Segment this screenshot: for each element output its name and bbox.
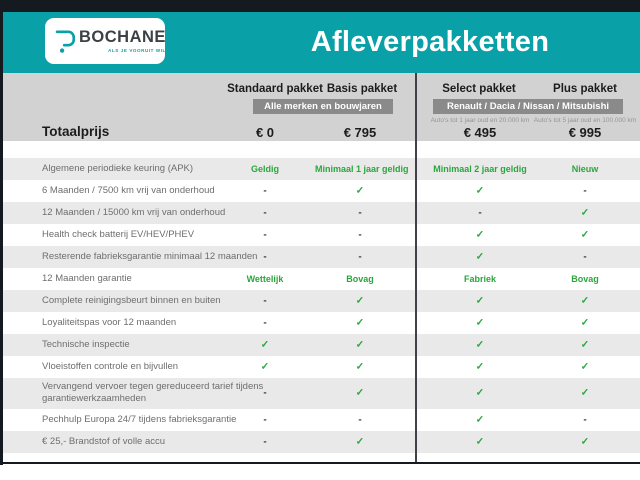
table-row — [0, 378, 640, 409]
header-band — [0, 12, 640, 73]
feature-value: - — [478, 207, 482, 219]
feature-rows — [0, 158, 640, 453]
feature-value: - — [583, 251, 587, 263]
feature-value: ✓ — [260, 339, 270, 351]
feature-value: ✓ — [355, 185, 365, 197]
feature-value: ✓ — [355, 317, 365, 329]
feature-value: - — [263, 295, 267, 307]
feature-value: Bovag — [346, 274, 374, 284]
feature-value: ✓ — [475, 387, 485, 399]
feature-value: - — [358, 251, 362, 263]
feature-value: ✓ — [475, 361, 485, 373]
feature-label: Resterende fabrieksgarantie minimaal 12 maanden — [42, 250, 258, 262]
feature-label: 12 Maanden garantie — [42, 272, 132, 284]
bottom-frame-line — [0, 462, 640, 464]
table-row — [0, 224, 640, 246]
price-basis: € 795 — [343, 125, 377, 140]
table-row — [0, 158, 640, 180]
feature-value: - — [583, 414, 587, 426]
feature-value: ✓ — [580, 339, 590, 351]
column-caption-select: Auto's tot 1 jaar oud en 20.000 km — [430, 117, 530, 124]
left-frame-line — [0, 0, 3, 465]
bochane-logo-icon — [55, 27, 75, 55]
price-select: € 495 — [463, 125, 497, 140]
feature-value: - — [263, 251, 267, 263]
feature-value: - — [263, 207, 267, 219]
feature-label: Pechhulp Europa 24/7 tijdens fabrieksgarantie — [42, 413, 237, 425]
feature-label: Loyaliteitspas voor 12 maanden — [42, 316, 177, 328]
feature-value: - — [358, 414, 362, 426]
feature-value: ✓ — [475, 229, 485, 241]
feature-value: ✓ — [580, 295, 590, 307]
feature-value: ✓ — [580, 317, 590, 329]
feature-label: 12 Maanden / 15000 km vrij van onderhoud — [42, 206, 226, 218]
feature-value: ✓ — [475, 317, 485, 329]
price-plus: € 995 — [568, 125, 602, 140]
column-header-select: Select pakket — [442, 83, 516, 95]
feature-label: Technische inspectie — [42, 338, 130, 350]
column-header-basis: Basis pakket — [326, 83, 398, 95]
feature-value: ✓ — [475, 339, 485, 351]
logo-texts — [79, 29, 166, 53]
feature-value: ✓ — [580, 207, 590, 219]
table-row — [0, 409, 640, 431]
feature-label: Vloeistoffen controle en bijvullen — [42, 360, 179, 372]
feature-value: - — [583, 185, 587, 197]
column-header-plus: Plus pakket — [553, 83, 617, 95]
feature-value: - — [263, 317, 267, 329]
total-price-label: Totaalprijs — [42, 124, 110, 139]
top-accent-bar — [0, 0, 640, 12]
feature-value: ✓ — [355, 295, 365, 307]
feature-value: - — [263, 414, 267, 426]
group-badge-alle-merken: Alle merken en bouwjaren — [253, 99, 393, 114]
column-header-standaard: Standaard pakket — [227, 83, 323, 95]
logo-brand-text: BOCHANE — [79, 28, 166, 47]
feature-label: Algemene periodieke keuring (APK) — [42, 162, 194, 174]
feature-label: Vervangend vervoer tegen gereduceerd tarief tijdens garantiewerkzaamheden — [42, 381, 264, 405]
feature-value: Nieuw — [571, 164, 599, 174]
bochane-logo — [45, 18, 165, 64]
table-row — [0, 202, 640, 224]
feature-label: Complete reinigingsbeurt binnen en buiten — [42, 294, 221, 306]
pricing-header-band — [0, 73, 640, 141]
feature-value: ✓ — [475, 436, 485, 448]
feature-value: Minimaal 1 jaar geldig — [315, 164, 409, 174]
feature-value: ✓ — [580, 387, 590, 399]
feature-value: Bovag — [571, 274, 599, 284]
feature-value: - — [263, 387, 267, 399]
feature-value: - — [263, 436, 267, 448]
feature-label: € 25,- Brandstof of volle accu — [42, 435, 166, 447]
feature-label: Health check batterij EV/HEV/PHEV — [42, 228, 195, 240]
feature-value: ✓ — [355, 361, 365, 373]
feature-value: ✓ — [580, 229, 590, 241]
feature-value: ✓ — [355, 436, 365, 448]
table-row — [0, 268, 640, 290]
table-row — [0, 180, 640, 202]
feature-value: - — [358, 207, 362, 219]
table-row — [0, 312, 640, 334]
table-row — [0, 334, 640, 356]
table-row — [0, 290, 640, 312]
feature-label: 6 Maanden / 7500 km vrij van onderhoud — [42, 184, 215, 196]
table-row — [0, 431, 640, 453]
page-title: Afleverpakketten — [310, 26, 550, 58]
feature-value: - — [263, 185, 267, 197]
feature-value: Geldig — [250, 164, 279, 174]
price-standaard: € 0 — [255, 125, 275, 140]
logo-tagline: ALS JE VOORUIT WIL — [108, 47, 166, 53]
column-divider — [415, 73, 417, 463]
feature-value: ✓ — [260, 361, 270, 373]
feature-value: ✓ — [355, 387, 365, 399]
feature-value: Minimaal 2 jaar geldig — [433, 164, 527, 174]
feature-value: ✓ — [475, 414, 485, 426]
column-caption-plus: Auto's tot 5 jaar oud en 100.000 km — [533, 117, 637, 124]
feature-value: Fabriek — [463, 274, 496, 284]
feature-value: ✓ — [475, 251, 485, 263]
feature-value: Wettelijk — [246, 274, 284, 284]
feature-value: - — [263, 229, 267, 241]
feature-value: ✓ — [580, 361, 590, 373]
feature-value: ✓ — [580, 436, 590, 448]
feature-value: ✓ — [475, 295, 485, 307]
feature-value: - — [358, 229, 362, 241]
feature-value: ✓ — [355, 339, 365, 351]
table-row — [0, 356, 640, 378]
table-row — [0, 246, 640, 268]
group-badge-renault-dacia-nissan-mitsubishi: Renault / Dacia / Nissan / Mitsubishi — [433, 99, 623, 114]
feature-value: ✓ — [475, 185, 485, 197]
